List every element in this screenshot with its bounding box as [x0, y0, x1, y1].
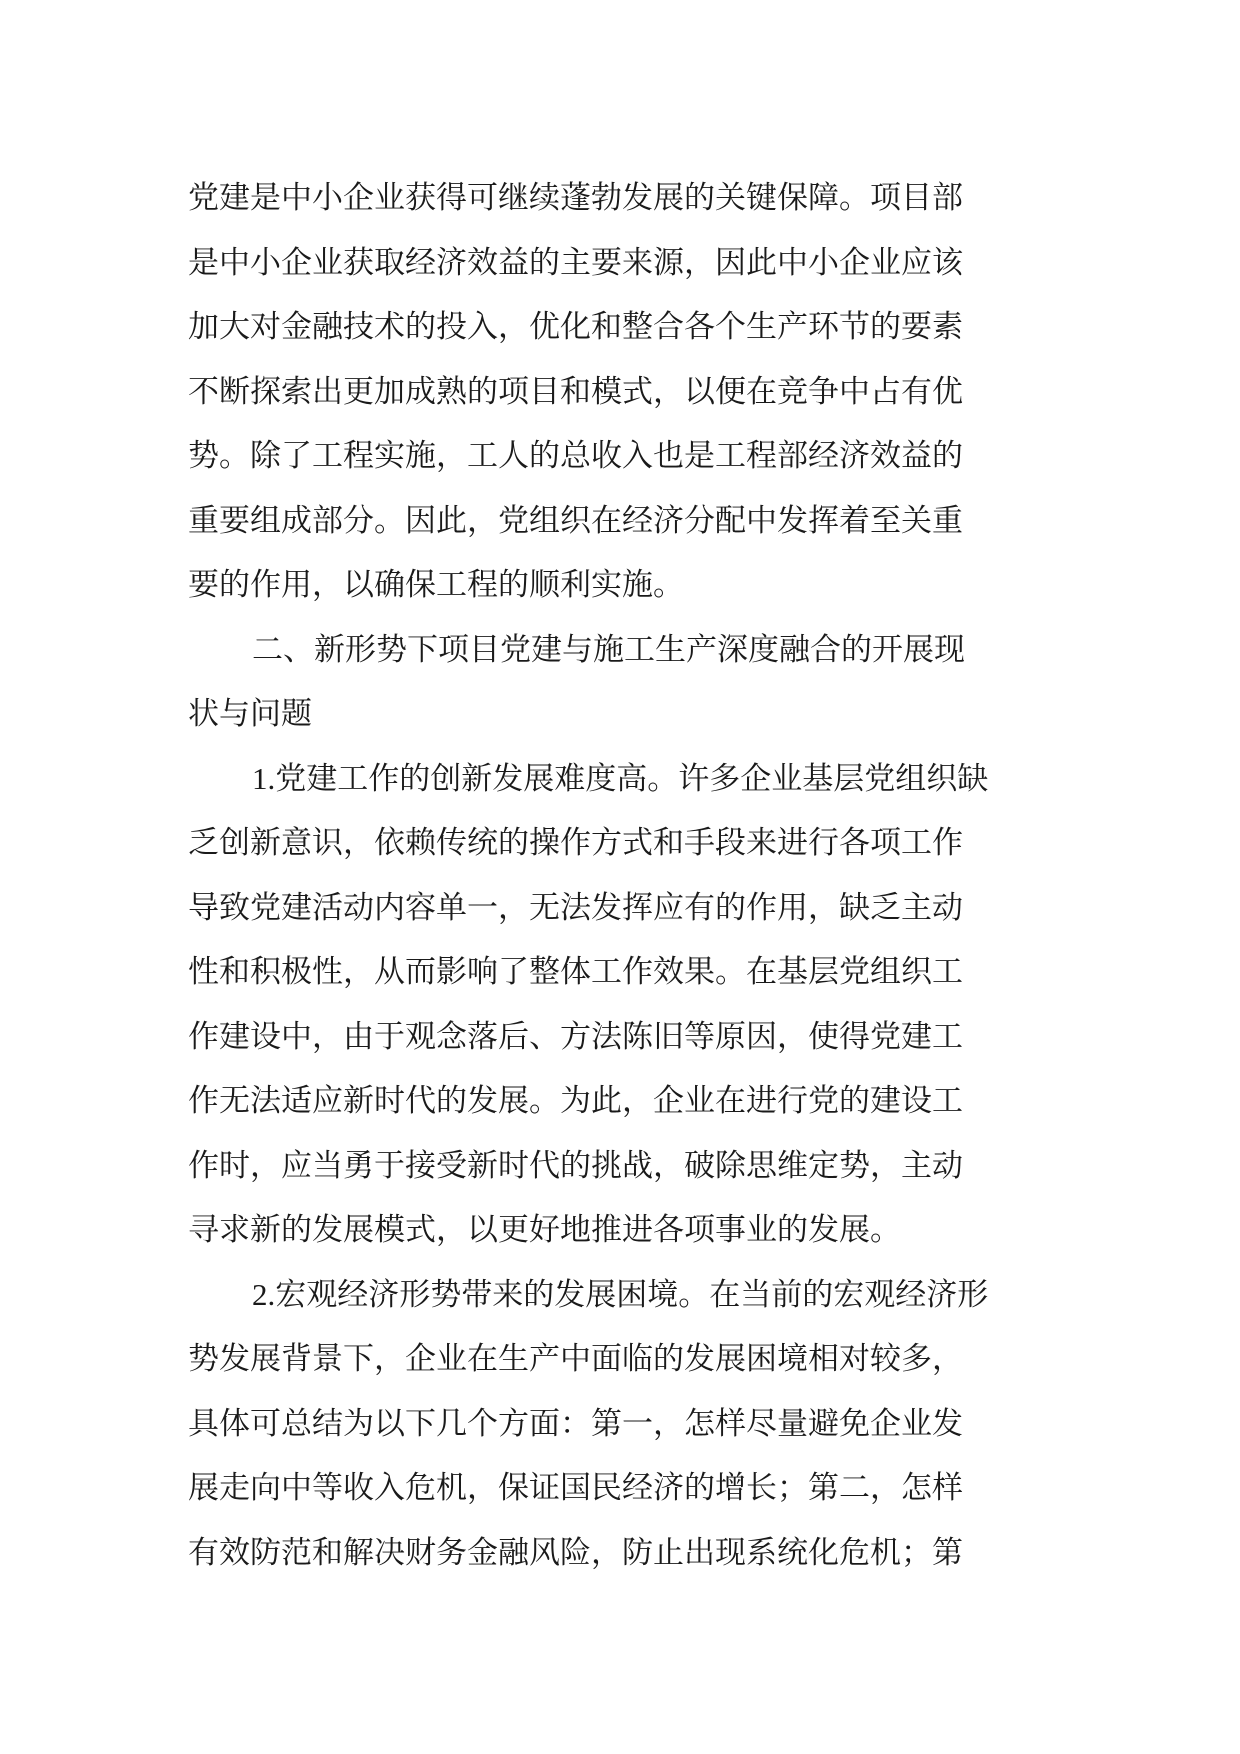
paragraph-line: 作建设中，由于观念落后、方法陈旧等原因，使得党建工 [188, 1018, 963, 1055]
paragraph-1 [188, 166, 1063, 618]
paragraph-line: 加大对金融技术的投入，优化和整合各个生产环节的要素 [188, 309, 963, 345]
heading-line: 二、新形势下项目党建与施工生产深度融合的开展现 [252, 631, 965, 668]
paragraph-line: 性和积极性，从而影响了整体工作效果。在基层党组织工 [188, 954, 963, 990]
paragraph-line: 不断探索出更加成熟的项目和模式，以便在竞争中占有优 [188, 373, 963, 410]
list-number: 1. [252, 760, 276, 796]
paragraph-line: 有效防范和解决财务金融风险，防止出现系统化危机；第 [188, 1534, 963, 1571]
paragraph-line: 导致党建活动内容单一，无法发挥应有的作用，缺乏主动 [188, 889, 963, 926]
paragraph-line: 党建是中小企业获得可继续蓬勃发展的关键保障。项目部 [188, 180, 963, 216]
paragraph-first-line [188, 1263, 1063, 1328]
paragraph-line: 势。除了工程实施，工人的总收入也是工程部经济效益的 [188, 438, 963, 474]
section-heading-2 [188, 618, 1063, 747]
document-body [188, 166, 1063, 1585]
list-number: 2. [252, 1276, 276, 1312]
heading-line: 状与问题 [188, 696, 312, 732]
paragraph-line: 作时，应当勇于接受新时代的挑战，破除思维定势，主动 [188, 1147, 963, 1184]
paragraph-line: 作无法适应新时代的发展。为此，企业在进行党的建设工 [188, 1083, 963, 1119]
paragraph-line: 重要组成部分。因此，党组织在经济分配中发挥着至关重 [188, 502, 963, 539]
paragraph-line: 具体可总结为以下几个方面：第一，怎样尽量避免企业发 [188, 1405, 963, 1442]
paragraph-2 [188, 747, 1063, 1263]
paragraph-line: 要的作用，以确保工程的顺利实施。 [188, 567, 684, 603]
paragraph-3 [188, 1263, 1063, 1586]
paragraph-line: 是中小企业获取经济效益的主要来源，因此中小企业应该 [188, 244, 963, 281]
paragraph-line: 乏创新意识，依赖传统的操作方式和手段来进行各项工作 [188, 825, 963, 861]
paragraph-line: 展走向中等收入危机，保证国民经济的增长；第二，怎样 [188, 1470, 963, 1506]
paragraph-line: 势发展背景下，企业在生产中面临的发展困境相对较多， [188, 1341, 963, 1377]
paragraph-line-text: 宏观经济形势带来的发展困境。在当前的宏观经济形 [275, 1276, 989, 1313]
paragraph-line: 寻求新的发展模式，以更好地推进各项事业的发展。 [188, 1212, 901, 1248]
paragraph-first-line [188, 747, 1063, 812]
paragraph-line-text: 党建工作的创新发展难度高。许多企业基层党组织缺 [275, 760, 989, 797]
